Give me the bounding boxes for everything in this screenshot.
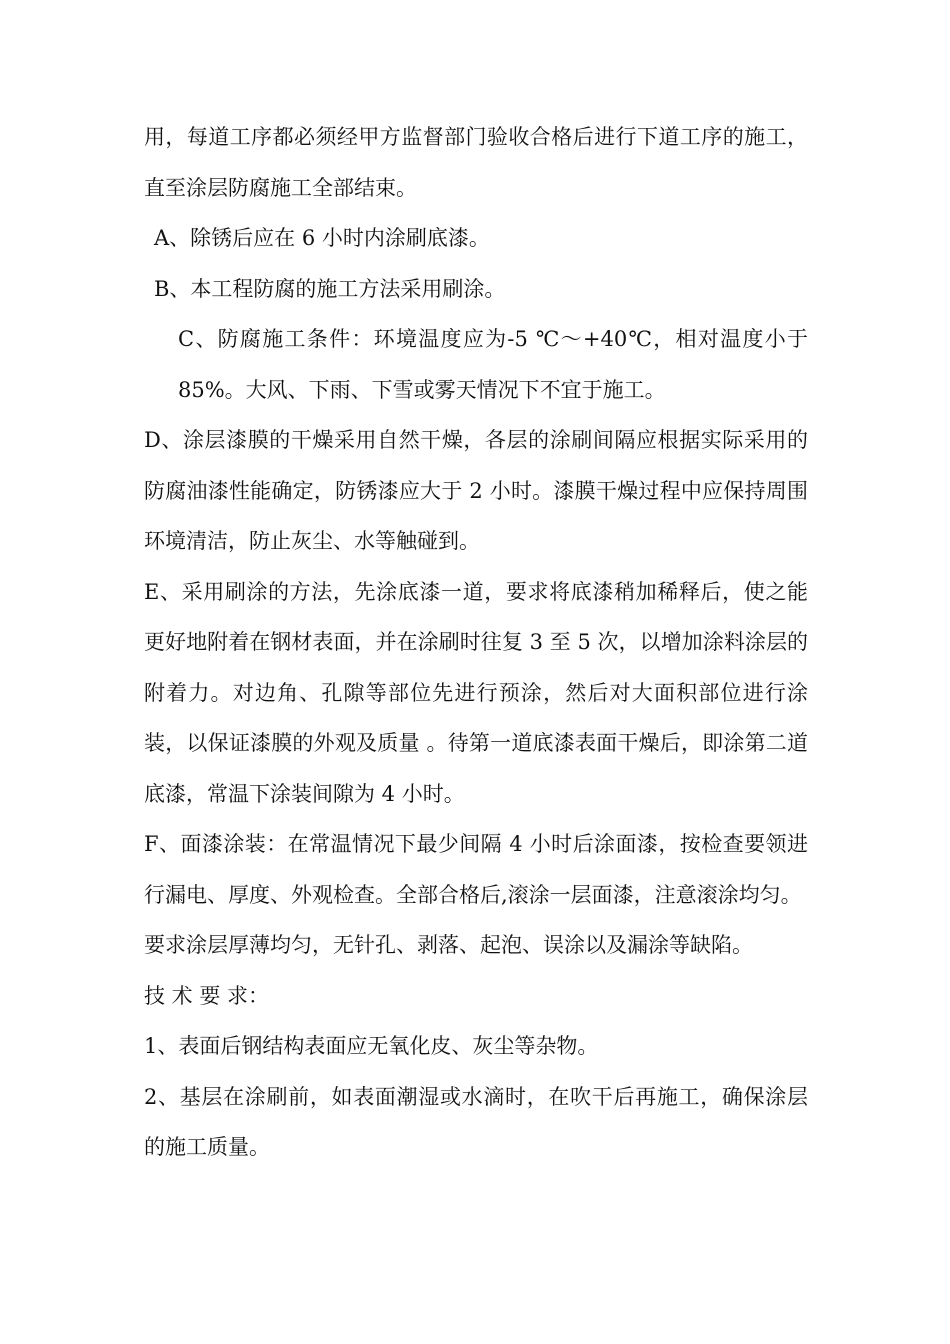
document-body bbox=[144, 112, 808, 1173]
paragraph-item-c: C、防腐施工条件：环境温度应为-5 ℃～+40℃，相对温度小于85%。大风、下雨、下雪或雾天情况下不宜于施工。 bbox=[178, 327, 808, 402]
section-heading-technical-requirements: 技 术 要 求： bbox=[144, 983, 270, 1008]
paragraph-requirement-1: 1、表面后钢结构表面应无氧化皮、灰尘等杂物。 bbox=[144, 1034, 599, 1058]
paragraph-requirement-2: 2、基层在涂刷前，如表面潮湿或水滴时，在吹干后再施工，确保涂层的施工质量。 bbox=[144, 1084, 808, 1159]
paragraph-continuation: 用，每道工序都必须经甲方监督部门验收合格后进行下道工序的施工，直至涂层防腐施工全部结束。 bbox=[144, 125, 808, 200]
paragraph-item-d: D、涂层漆膜的干燥采用自然干燥，各层的涂刷间隔应根据实际采用的防腐油漆性能确定，防锈漆应大于 2 小时。漆膜干燥过程中应保持周围环境清洁，防止灰尘、水等触碰到。 bbox=[144, 428, 808, 553]
paragraph-item-b: B、本工程防腐的施工方法采用刷涂。 bbox=[154, 276, 506, 301]
paragraph-coating-requirement: 要求涂层厚薄均匀，无针孔、剥落、起泡、误涂以及漏涂等缺陷。 bbox=[144, 933, 753, 957]
paragraph-item-f: F、面漆涂装：在常温情况下最少间隔 4 小时后涂面漆，按检查要领进行漏电、厚度、外观检查。全部合格后,滚涂一层面漆，注意滚涂均匀。 bbox=[144, 832, 808, 907]
paragraph-item-e: E、采用刷涂的方法，先涂底漆一道，要求将底漆稍加稀释后，使之能更好地附着在钢材表面，并在涂刷时往复 3 至 5 次，以增加涂料涂层的附着力。对边角、孔隙等部位先进行预涂，然后对大面积部位进行涂装，以保证漆膜的外观及质量 。待第一道底漆表面干燥后，即涂第二道底漆，常温下涂装间隙为 4 小时。 bbox=[144, 579, 808, 806]
paragraph-item-a: A、除锈后应在 6 小时内涂刷底漆。 bbox=[154, 226, 490, 250]
